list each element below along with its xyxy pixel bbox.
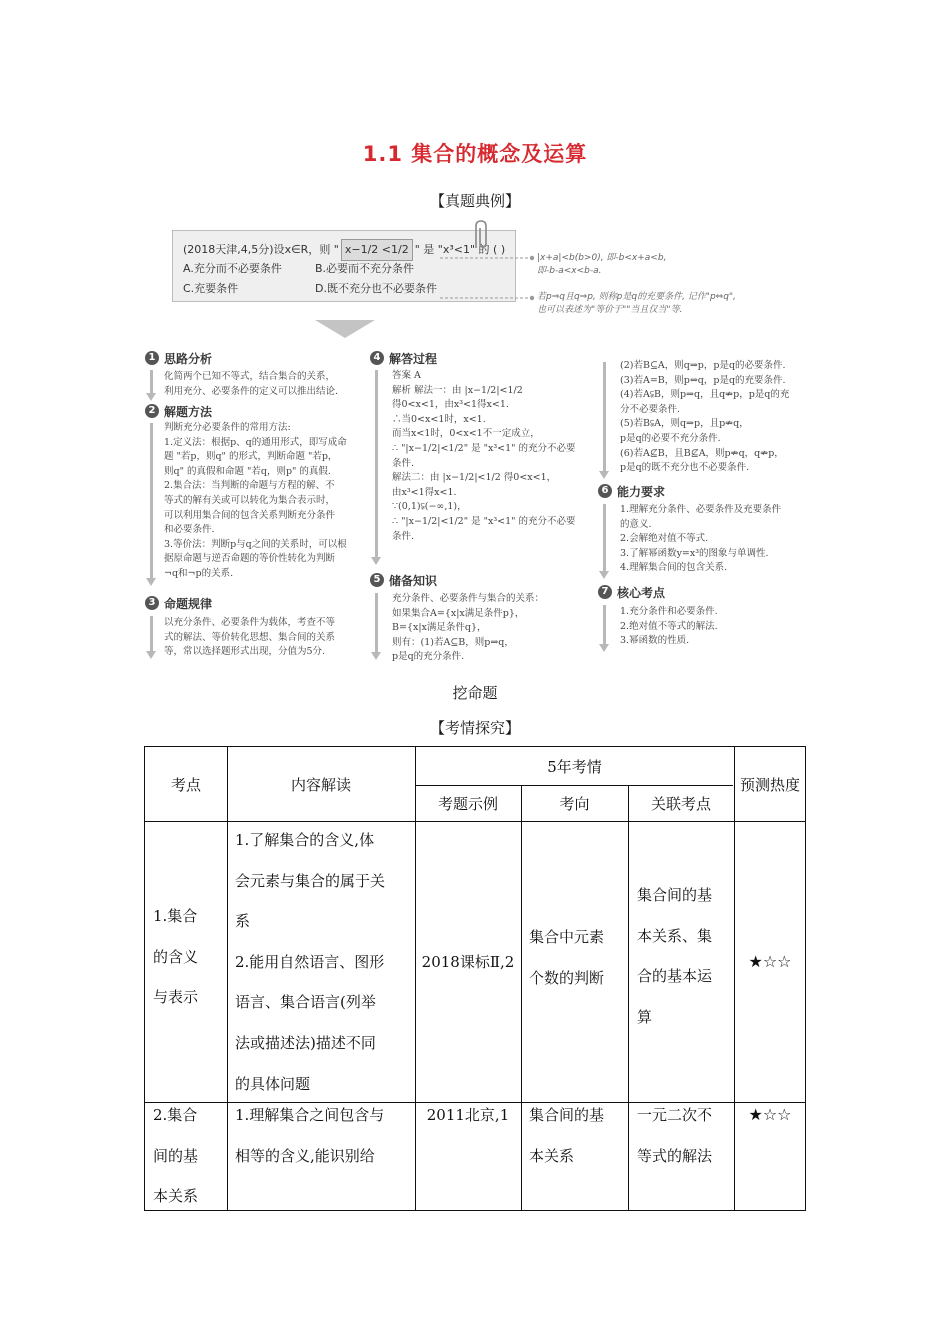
row1-kaoxiang: 集合中元素 个数的判断: [529, 928, 605, 987]
row1-shili: 2018课标Ⅱ,2: [421, 953, 515, 971]
absolute-value-expression: x−1/2 <1/2: [341, 239, 413, 261]
heading-core: 7 核心考点: [598, 583, 665, 601]
panel-method-text: 判断充分必要条件的常用方法: 1.定义法：根据p、q的通用形式，即写成命 题 "若p，则q" 的形式，判断命题 "若p， 则q" 的真假和命题 "若q，则p" 的真假. 2.集合法：当判断的命题与方程的解、不 等式的解有关或可以转化为集合表示时， 可以利用集合间的包含关系判断充分条件 和必要条件. 3.等价法：判断p与q之间的关系时，可以根 据原命题与逆否命题的等价性转化为判断 ¬q和¬p的关系.: [164, 422, 347, 579]
row2-kaodian: 2.集合 间的基 本关系: [153, 1106, 199, 1206]
row2-redu: ★☆☆: [748, 1105, 792, 1124]
row1-kaodian: 1.集合 的含义 与表示: [153, 907, 199, 1007]
side-note-abs: |x+a|<b(b>0), 即-b<x+a<b, 即-b-a<x<b-a.: [537, 253, 667, 276]
paperclip-icon: [470, 218, 492, 252]
problem-source: (2018天津,4,5分): [183, 243, 274, 256]
row2-shili: 2011北京,1: [426, 1106, 510, 1124]
header-kaodian: 考点: [170, 775, 201, 794]
header-shili: 考题示例: [437, 794, 498, 813]
panel-pattern-text: 以充分条件、必要条件为载体，考查不等 式的解法、等价转化思想、集合间的关系 等，常以选择题形式出现，分值为5分.: [164, 617, 336, 658]
problem-stem-b: " 是 "x³<1" 的 ( ): [414, 243, 506, 256]
panel-knowledge-continued: (2)若B⊆A，则q⇒p，p是q的必要条件. (3)若A=B，则p⇔q，p是q的充要条件. (4)若A⫋B，则p⇒q，且q⇏p，p是q的充 分不必要条件. (5)若B⫋A，则q⇒p，且p⇏q， p是q的必要不充分条件. (6)若A⊈B，且B⊈A，则p⇏q，q⇏p， p是q的既不充分也不必要条件.: [620, 360, 790, 474]
header-neirong: 内容解读: [290, 775, 351, 794]
row1-neirong: 1.了解集合的含义,体 会元素与集合的属于关 系 2.能用自然语言、图形 语言、集合语言(列举 法或描述法)描述不同 的具体问题: [235, 831, 386, 1093]
option-a: A.充分而不必要条件: [183, 262, 282, 275]
panel-thinking-text: 化简两个已知不等式，结合集合的关系， 利用充分、必要条件的定义可以推出结论.: [164, 371, 339, 397]
header-five-year: 5年考情: [547, 757, 602, 776]
connector-lines: [440, 250, 540, 310]
problem-stem-a: 设x∈R，则 ": [273, 243, 339, 256]
row1-guanlian: 集合间的基 本关系、集 合的基本运 算: [637, 886, 713, 1026]
panel-ability-text: 1.理解充分条件、必要条件及充要条件 的意义. 2.会解绝对值不等式. 3.了解幂函数y=x³的图象与单调性. 4.理解集合间的包含关系.: [620, 504, 782, 574]
row2-neirong: 1.理解集合之间包含与 相等的含义,能识别给: [235, 1106, 385, 1165]
heading-method: 2 解题方法: [145, 402, 212, 420]
header-guanlian: 关联考点: [650, 794, 711, 813]
panel-solution-text: 答案 A 解析 解法一：由 |x−1/2|<1/2 得0<x<1，由x³<1得x<1. ∴当0<x<1时，x<1. 而当x<1时，0<x<1不一定成立， ∴ "|x−1/2|<1/2" 是 "x³<1" 的充分不必要 条件. 解法二：由 |x−1/2|<1/2 得0<x<1， 由x³<1得x<1. ∵(0,1)⫋(−∞,1)， ∴ "|x−1/2|<1/2" 是 "x³<1" 的充分不必要 条件.: [392, 370, 576, 542]
section-heading-trend: 【考情探究】: [429, 719, 520, 737]
panel-core-text: 1.充分条件和必要条件. 2.绝对值不等式的解法. 3.幂函数的性质.: [620, 606, 718, 647]
panel-knowledge-text: 充分条件、必要条件与集合的关系： 如果集合A={x|x满足条件p}， B={x|x满足条件q}， 则有：(1)若A⊆B，则p⇒q， p是q的充分条件.: [392, 593, 545, 663]
row1-redu: ★☆☆: [748, 952, 792, 971]
heading-ability: 6 能力要求: [598, 482, 665, 500]
heading-solution: 4 解答过程: [370, 349, 437, 367]
heading-pattern: 3 命题规律: [145, 594, 212, 612]
dig-heading: 挖命题: [452, 684, 498, 702]
section-heading-real-exam: 【真题典例】: [429, 192, 520, 210]
row2-guanlian: 一元二次不 等式的解法: [637, 1106, 713, 1165]
option-d: D.既不充分也不必要条件: [315, 282, 437, 295]
page-title: 1.1 集合的概念及运算: [362, 142, 588, 166]
side-note-iff: 若p⇒q且q⇒p, 则称p是q的充要条件, 记作"p⇔q", 也可以表述为"等价于""当且仅当"等.: [537, 292, 736, 315]
down-arrow-icon: [315, 320, 375, 340]
header-kaoxiang: 考向: [559, 794, 590, 813]
heading-knowledge: 5 储备知识: [370, 571, 437, 589]
exam-trend-table: [144, 746, 806, 1211]
row2-kaoxiang: 集合间的基 本关系: [529, 1106, 605, 1165]
header-redu: 预测热度: [739, 775, 800, 794]
heading-thinking: 1 思路分析: [145, 349, 212, 367]
option-b: B.必要而不充分条件: [315, 262, 415, 275]
option-c: C.充要条件: [183, 282, 239, 295]
